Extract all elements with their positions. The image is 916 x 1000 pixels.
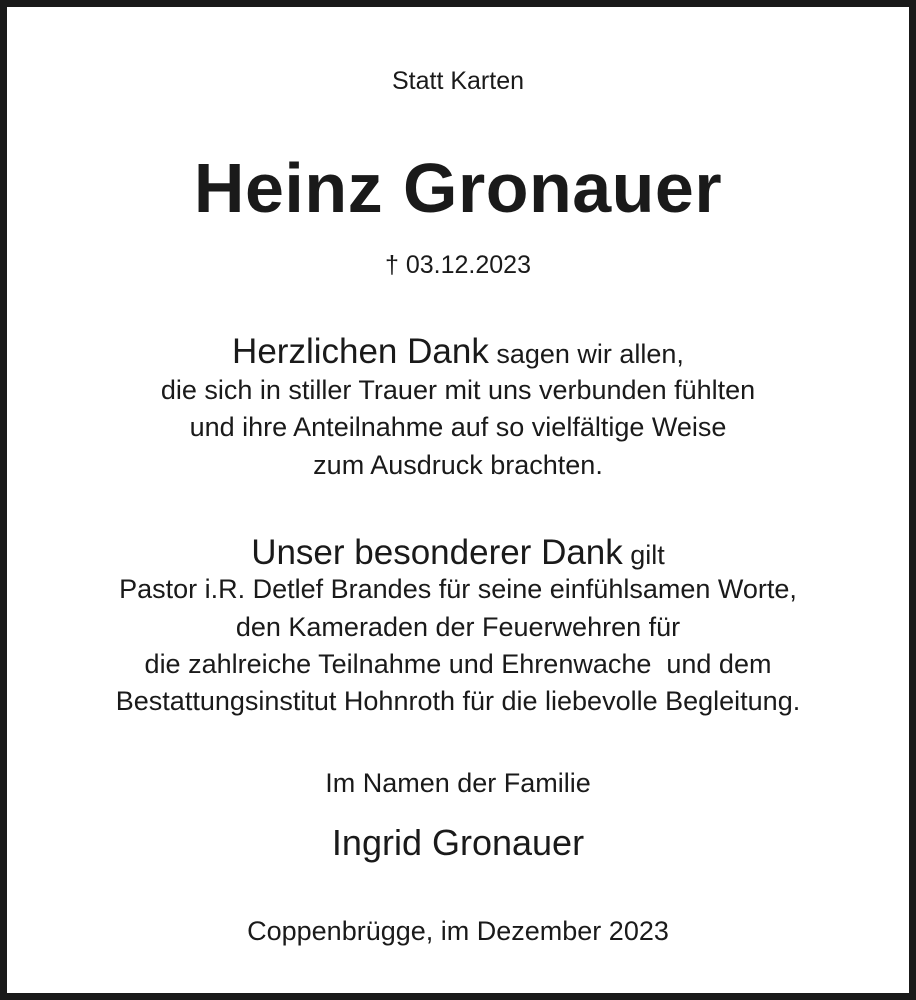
signer-name: Ingrid Gronauer bbox=[331, 822, 585, 863]
place-date: Coppenbrügge, im Dezember 2023 bbox=[247, 916, 669, 946]
deceased-name: Heinz Gronauer bbox=[193, 149, 723, 227]
death-date: † 03.12.2023 bbox=[385, 251, 531, 279]
thanks-line: die sich in stiller Trauer mit uns verbunden fühlten bbox=[160, 375, 756, 405]
on-behalf-text: Im Namen der Familie bbox=[325, 768, 591, 798]
special-thanks-line: Pastor i.R. Detlef Brandes für seine einfühlsamen Worte, bbox=[119, 574, 797, 604]
special-thanks-line: den Kameraden der Feuerwehren für bbox=[235, 612, 681, 642]
special-thanks-line: die zahlreiche Teilnahme und Ehrenwache und dem bbox=[144, 649, 772, 679]
special-thanks-lead-line bbox=[7, 535, 909, 570]
special-thanks-lead: Unser besonderer Dank bbox=[251, 533, 623, 572]
thanks-line: zum Ausdruck brachten. bbox=[313, 450, 603, 480]
thanks-lead-line bbox=[7, 334, 909, 369]
thanks-lead-rest: sagen wir allen, bbox=[488, 339, 684, 369]
special-thanks-lead-rest: gilt bbox=[622, 540, 665, 570]
thanks-line: und ihre Anteilnahme auf so vielfältige Weise bbox=[189, 412, 727, 442]
thanks-lead: Herzlichen Dank bbox=[232, 332, 489, 371]
header-text: Statt Karten bbox=[391, 67, 525, 95]
special-thanks-line: Bestattungsinstitut Hohnroth für die liebevolle Begleitung. bbox=[115, 686, 801, 716]
